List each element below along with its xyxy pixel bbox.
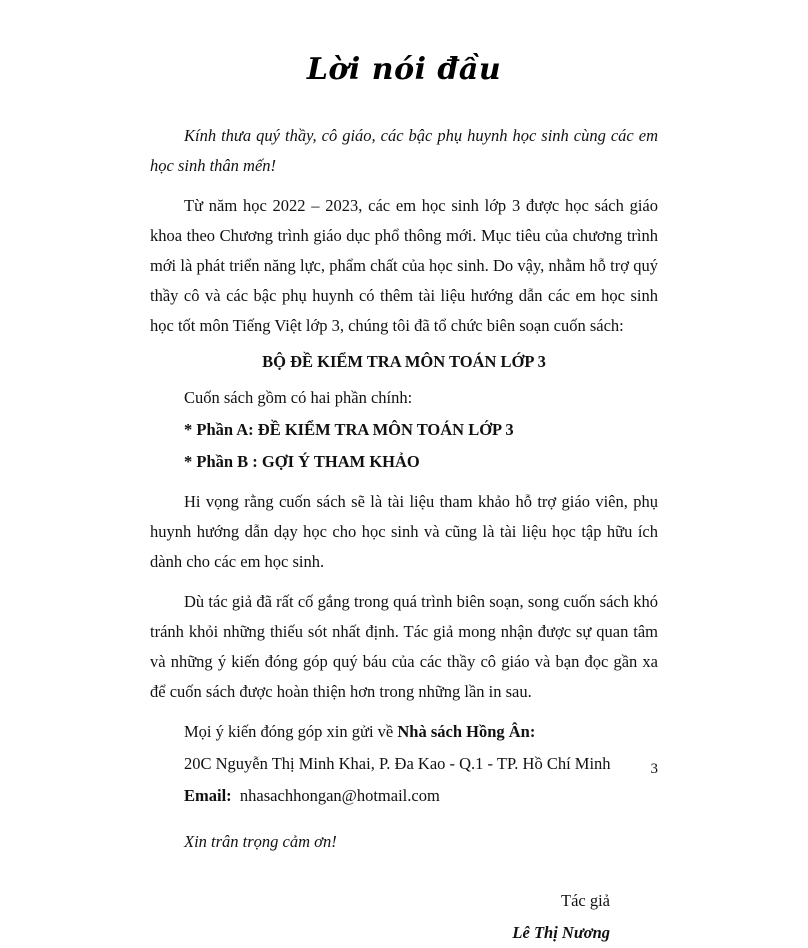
document-body: [150, 121, 658, 948]
address-line: 20C Nguyễn Thị Minh Khai, P. Đa Kao - Q.1 - TP. Hồ Chí Minh: [184, 754, 611, 774]
part-a-heading: * Phần A: ĐỀ KIỂM TRA MÔN TOÁN LỚP 3: [184, 420, 514, 440]
feedback-prefix: Mọi ý kiến đóng góp xin gửi về: [184, 722, 398, 742]
part-b-heading: * Phần B : GỢI Ý THAM KHẢO: [184, 452, 420, 472]
email-label: Email:: [184, 786, 232, 806]
signature-role: Tác giả: [560, 891, 610, 911]
book-title: BỘ ĐỀ KIỂM TRA MÔN TOÁN LỚP 3: [262, 352, 546, 372]
salutation-paragraph: Kính thưa quý thầy, cô giáo, các bậc phụ huynh học sinh cùng các em học sinh thân mến!: [150, 126, 658, 176]
feedback-line: [150, 717, 658, 747]
page-title: Lời nói đầu: [306, 52, 502, 87]
email-line: [150, 781, 658, 811]
contents-intro: Cuốn sách gồm có hai phần chính:: [184, 388, 413, 408]
bookstore-name: Nhà sách Hồng Ân:: [397, 722, 536, 742]
thanks-line: Xin trân trọng cảm ơn!: [184, 832, 337, 852]
intro-paragraph: Từ năm học 2022 – 2023, các em học sinh lớp 3 được học sách giáo khoa theo Chương trình giáo dục phổ thông mới. Mục tiêu của chương trình mới là phát triển năng lực, phẩm chất của học sinh. Do vậy, nhằm hỗ trợ quý thầy cô và các bậc phụ huynh có thêm tài liệu hướng dẫn các em học sinh học tốt môn Tiếng Việt lớp 3, chúng tôi đã tổ chức biên soạn cuốn sách:: [150, 196, 658, 336]
page-number: 3: [650, 761, 658, 777]
email-value: nhasachhongan@hotmail.com: [239, 786, 440, 806]
signature-name: Lê Thị Nương: [512, 922, 610, 942]
signature-block: [150, 885, 658, 948]
apology-paragraph: Dù tác giả đã rất cố gắng trong quá trình biên soạn, song cuốn sách khó tránh khỏi những thiếu sót nhất định. Tác giả mong nhận được sự quan tâm và những ý kiến đóng góp quý báu của các thầy cô giáo và bạn đọc gần xa để cuốn sách được hoàn thiện hơn trong những lần in sau.: [150, 592, 658, 702]
hope-paragraph: Hi vọng rằng cuốn sách sẽ là tài liệu tham khảo hỗ trợ giáo viên, phụ huynh hướng dẫn dạy học cho học sinh và cũng là tài liệu học tập hữu ích dành cho các em học sinh.: [150, 492, 658, 572]
